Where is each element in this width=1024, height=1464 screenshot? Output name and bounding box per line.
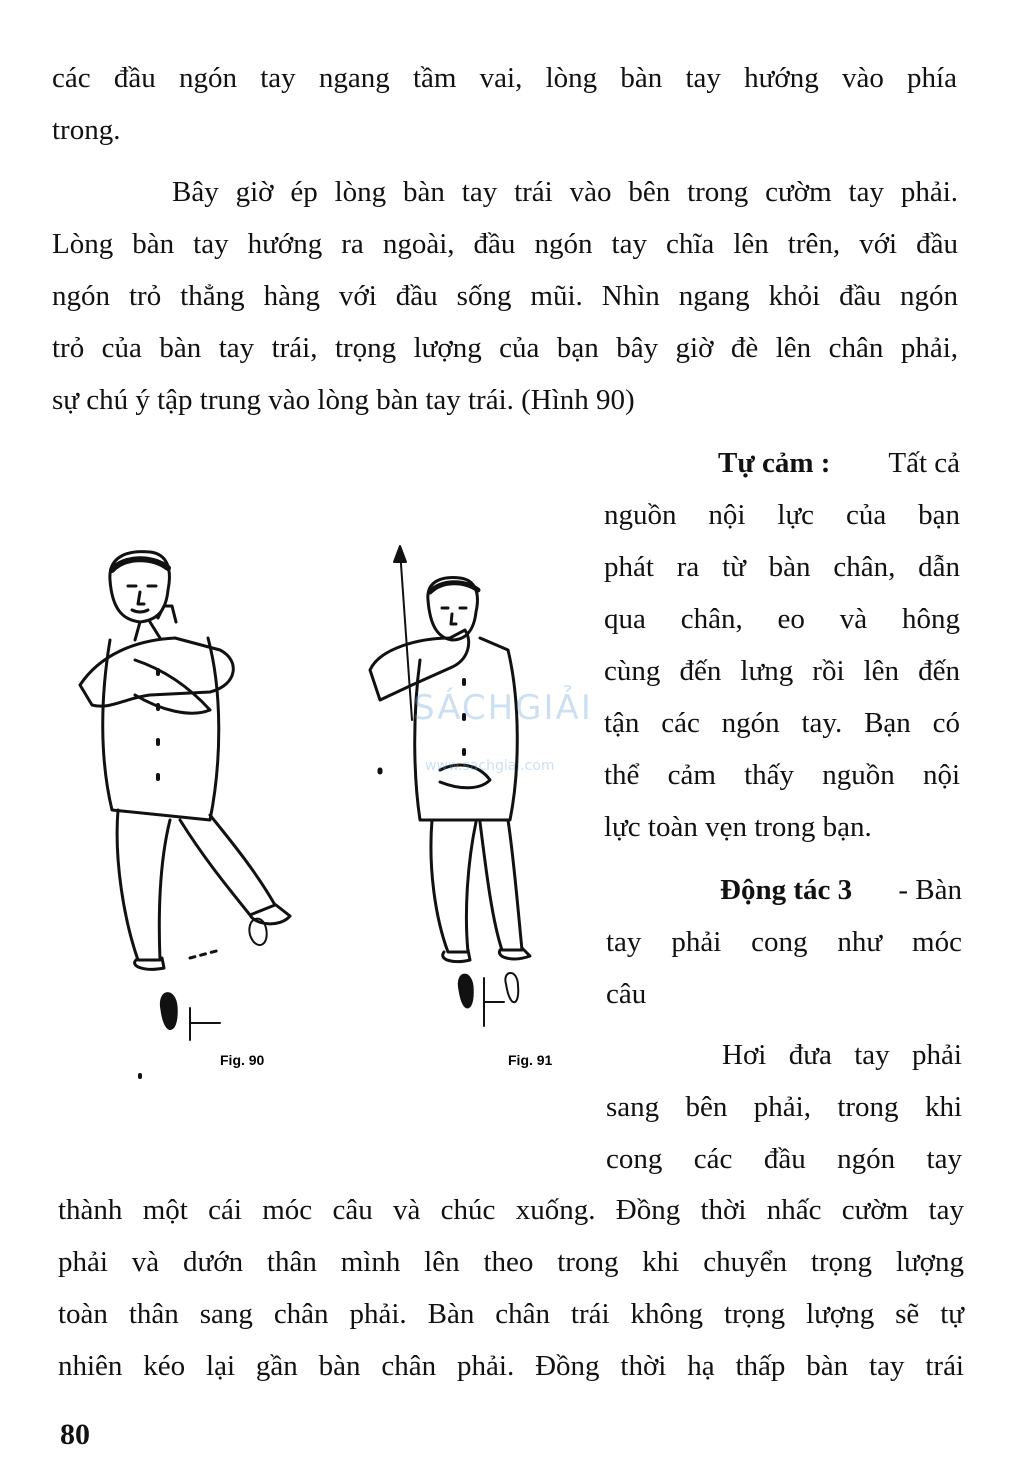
- dong-tac-first-line: [720, 864, 962, 916]
- fig-91-caption: Fig. 91: [508, 1052, 553, 1068]
- text-line: toàn thân sang chân phải. Bàn chân trái không trọng lượng sẽ tự: [58, 1298, 964, 1330]
- text-line: sự chú ý tập trung vào lòng bàn tay trái. (Hình 90): [52, 384, 635, 416]
- text-line: phát ra từ bàn chân, dẫn: [604, 551, 960, 583]
- text-line: cong các đầu ngón tay: [606, 1143, 962, 1175]
- figure-90-drawing: [80, 552, 290, 1040]
- text-line: tận các ngón tay. Bạn có: [604, 707, 960, 739]
- page-number: 80: [60, 1418, 90, 1451]
- text-line: thành một cái móc câu và chúc xuống. Đồng thời nhấc cườm tay: [58, 1194, 964, 1226]
- fig-90-caption: Fig. 90: [220, 1052, 265, 1068]
- text-line: cùng đến lưng rồi lên đến: [604, 655, 960, 687]
- text-line: trỏ của bàn tay trái, trọng lượng của bạn bây giờ đè lên chân phải,: [52, 332, 958, 364]
- text-line: câu: [606, 978, 647, 1010]
- watermark-title: SÁCHGIẢI: [413, 688, 593, 728]
- dong-tac-heading: Động tác 3: [720, 874, 853, 906]
- text-line: Bây giờ ép lòng bàn tay trái vào bên trong cườm tay phải.: [172, 176, 958, 208]
- tu-cam-heading: Tự cảm :: [718, 447, 831, 479]
- text-line: nhiên kéo lại gần bàn chân phải. Đồng thời hạ thấp bàn tay trái: [58, 1350, 964, 1382]
- watermark-url: www.sachgiai.com: [425, 758, 555, 774]
- text-line: các đầu ngón tay ngang tầm vai, lòng bàn tay hướng vào phía: [52, 62, 957, 94]
- text-line: thể cảm thấy nguồn nội: [604, 759, 960, 791]
- text-line: lực toàn vẹn trong bạn.: [604, 811, 872, 843]
- text-line: Lòng bàn tay hướng ra ngoài, đầu ngón tay chĩa lên trên, với đầu: [52, 228, 958, 260]
- text-fragment: Tất cả: [888, 447, 960, 479]
- text-line: trong.: [52, 114, 121, 146]
- text-line: tay phải cong như móc: [606, 926, 962, 958]
- text-line: ngón trỏ thẳng hàng với đầu sống mũi. Nhìn ngang khỏi đầu ngón: [52, 280, 958, 312]
- figure-91-drawing: [140, 546, 530, 1077]
- text-line: Hơi đưa tay phải: [722, 1039, 962, 1071]
- text-line: sang bên phải, trong khi: [606, 1091, 962, 1123]
- text-fragment: - Bàn: [898, 874, 962, 906]
- tu-cam-first-line: [718, 437, 960, 489]
- text-line: phải và dướn thân mình lên theo trong khi chuyển trọng lượng: [58, 1246, 964, 1278]
- text-line: nguồn nội lực của bạn: [604, 499, 960, 531]
- text-line: qua chân, eo và hông: [604, 603, 960, 635]
- tai-chi-figures: [40, 520, 600, 1100]
